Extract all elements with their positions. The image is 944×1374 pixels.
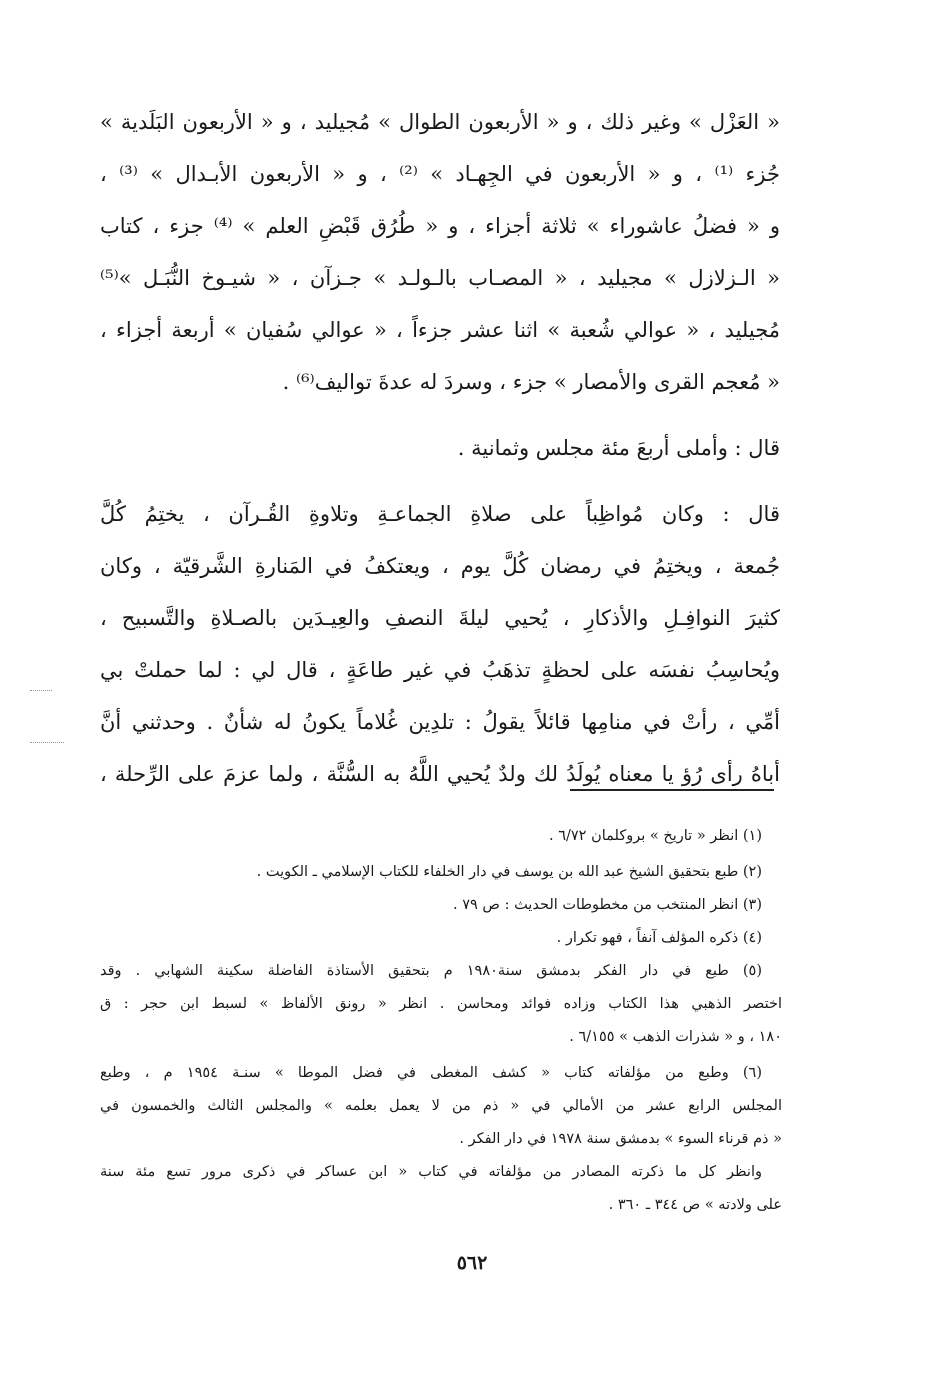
footnote-line: (٥) طبع في دار الفكر بدمشق سنة١٩٨٠ م بتحقيق الأستاذة الفاضلة سكينة الشهابي . وقد (100, 963, 763, 979)
text-line: و « فضلُ عاشوراء » ثلاثة أجزاء ، و « طُرُق قَبْضِ العلم » ⁽⁴⁾ جزء ، كتاب (100, 214, 780, 238)
main-text (100, 96, 780, 800)
text-line: جُزء ⁽¹⁾ ، و « الأربعون في الجِهـاد » ⁽²⁾ ، و « الأربعون الأبـدال » ⁽³⁾ ، (100, 162, 780, 186)
text-line: أباهُ رأى رُؤ يا معناه يُولَدُ لك ولدٌ يُحيي اللَّهُ به السُّنَّة ، ولما عزمَ على الرِّحلة ، (100, 762, 780, 786)
footnote-line: « ذم قرناء السوء » بدمشق سنة ١٩٧٨ في دار الفكر . (459, 1131, 782, 1147)
text-line: قال : وكان مُواظِباً على صلاةِ الجماعـةِ وتلاوةِ القُـرآن ، يختِمُ كُلَّ (100, 502, 780, 526)
footnotes (100, 820, 782, 1222)
footnote-line: (٣) انظر المنتخب من مخطوطات الحديث : ص ٧٩ . (453, 897, 762, 913)
page-number: ٥٦٢ (456, 1252, 488, 1274)
text-line: مُجيليد ، « عوالي شُعبة » اثنا عشر جزءاً ، « عوالي سُفيان » أربعة أجزاء ، (100, 318, 780, 342)
footnote-line: وانظر كل ما ذكرته المصادر من مؤلفاته في كتاب « ابن عساكر في ذكرى مرور تسع مئة سنة (100, 1164, 762, 1180)
footnote-line: المجلس الرابع عشر من الأمالي في « ذم من لا يعمل بعلمه » والمجلس الثالث والخمسون في (100, 1098, 782, 1114)
footnote-line: ١٨٠ ، و « شذرات الذهب » ٦/١٥٥ . (569, 1029, 782, 1045)
text-line: جُمعة ، ويختِمُ في رمضان كُلَّ يوم ، ويعتكفُ في المَنارةِ الشَّرقيّة ، وكان (100, 554, 780, 578)
footnote-line: (١) انظر « تاريخ » بروكلمان ٦/٧٢ . (549, 828, 762, 844)
scan-mark (30, 742, 64, 743)
text-line: ويُحاسِبُ نفسَه على لحظةٍ تذهَبُ في غير طاعَةٍ ، قال لي : لما حملتْ بي (100, 658, 780, 682)
text-line: قال : وأملى أربعَ مئة مجلس وثمانية . (457, 436, 780, 460)
text-line: كثيرَ النوافِـلِ والأذكارِ ، يُحيي ليلةَ النصفِ والعِيـدَين بالصـلاةِ والتَّسبيح ، (100, 606, 780, 630)
footnote-line: على ولادته » ص ٣٤٤ ـ ٣٦٠ . (608, 1197, 782, 1213)
text-line: أمِّي ، رأتْ في منامِها قائلاً يقولُ : تلدِين غُلاماً يكونُ له شأنٌ . وحدثني أنَّ (100, 710, 780, 734)
text-line: « مُعجم القرى والأمصار » جزء ، وسردَ له عدةَ تواليف⁽⁶⁾ . (282, 370, 780, 394)
text-line: « العَزْل » وغير ذلك ، و « الأربعون الطوال » مُجيليد ، و « الأربعون البَلَدية » (100, 110, 780, 134)
footnote-separator (570, 789, 774, 791)
footnote-line: (٢) طبع بتحقيق الشيخ عبد الله بن يوسف في دار الخلفاء للكتاب الإسلامي ـ الكويت . (256, 864, 762, 880)
footnote-line: (٤) ذكره المؤلف آنفاً ، فهو تكرار . (556, 930, 762, 946)
scan-mark (30, 690, 52, 691)
footnote-line: (٦) وطبع من مؤلفاته كتاب « كشف المغطى في فضل الموطا » سنـة ١٩٥٤ م ، وطبع (100, 1065, 762, 1081)
footnote-line: اختصر الذهبي هذا الكتاب وزاده فوائد ومحاسن . انظر « رونق الألفاظ » لسبط ابن حجر : ق (100, 996, 782, 1012)
text-line: « الـزلازل » مجيليد ، « المصـاب بالـولـد » جـزآن ، « شيـوخ النُّبَـل »⁽⁵⁾ (100, 266, 780, 290)
